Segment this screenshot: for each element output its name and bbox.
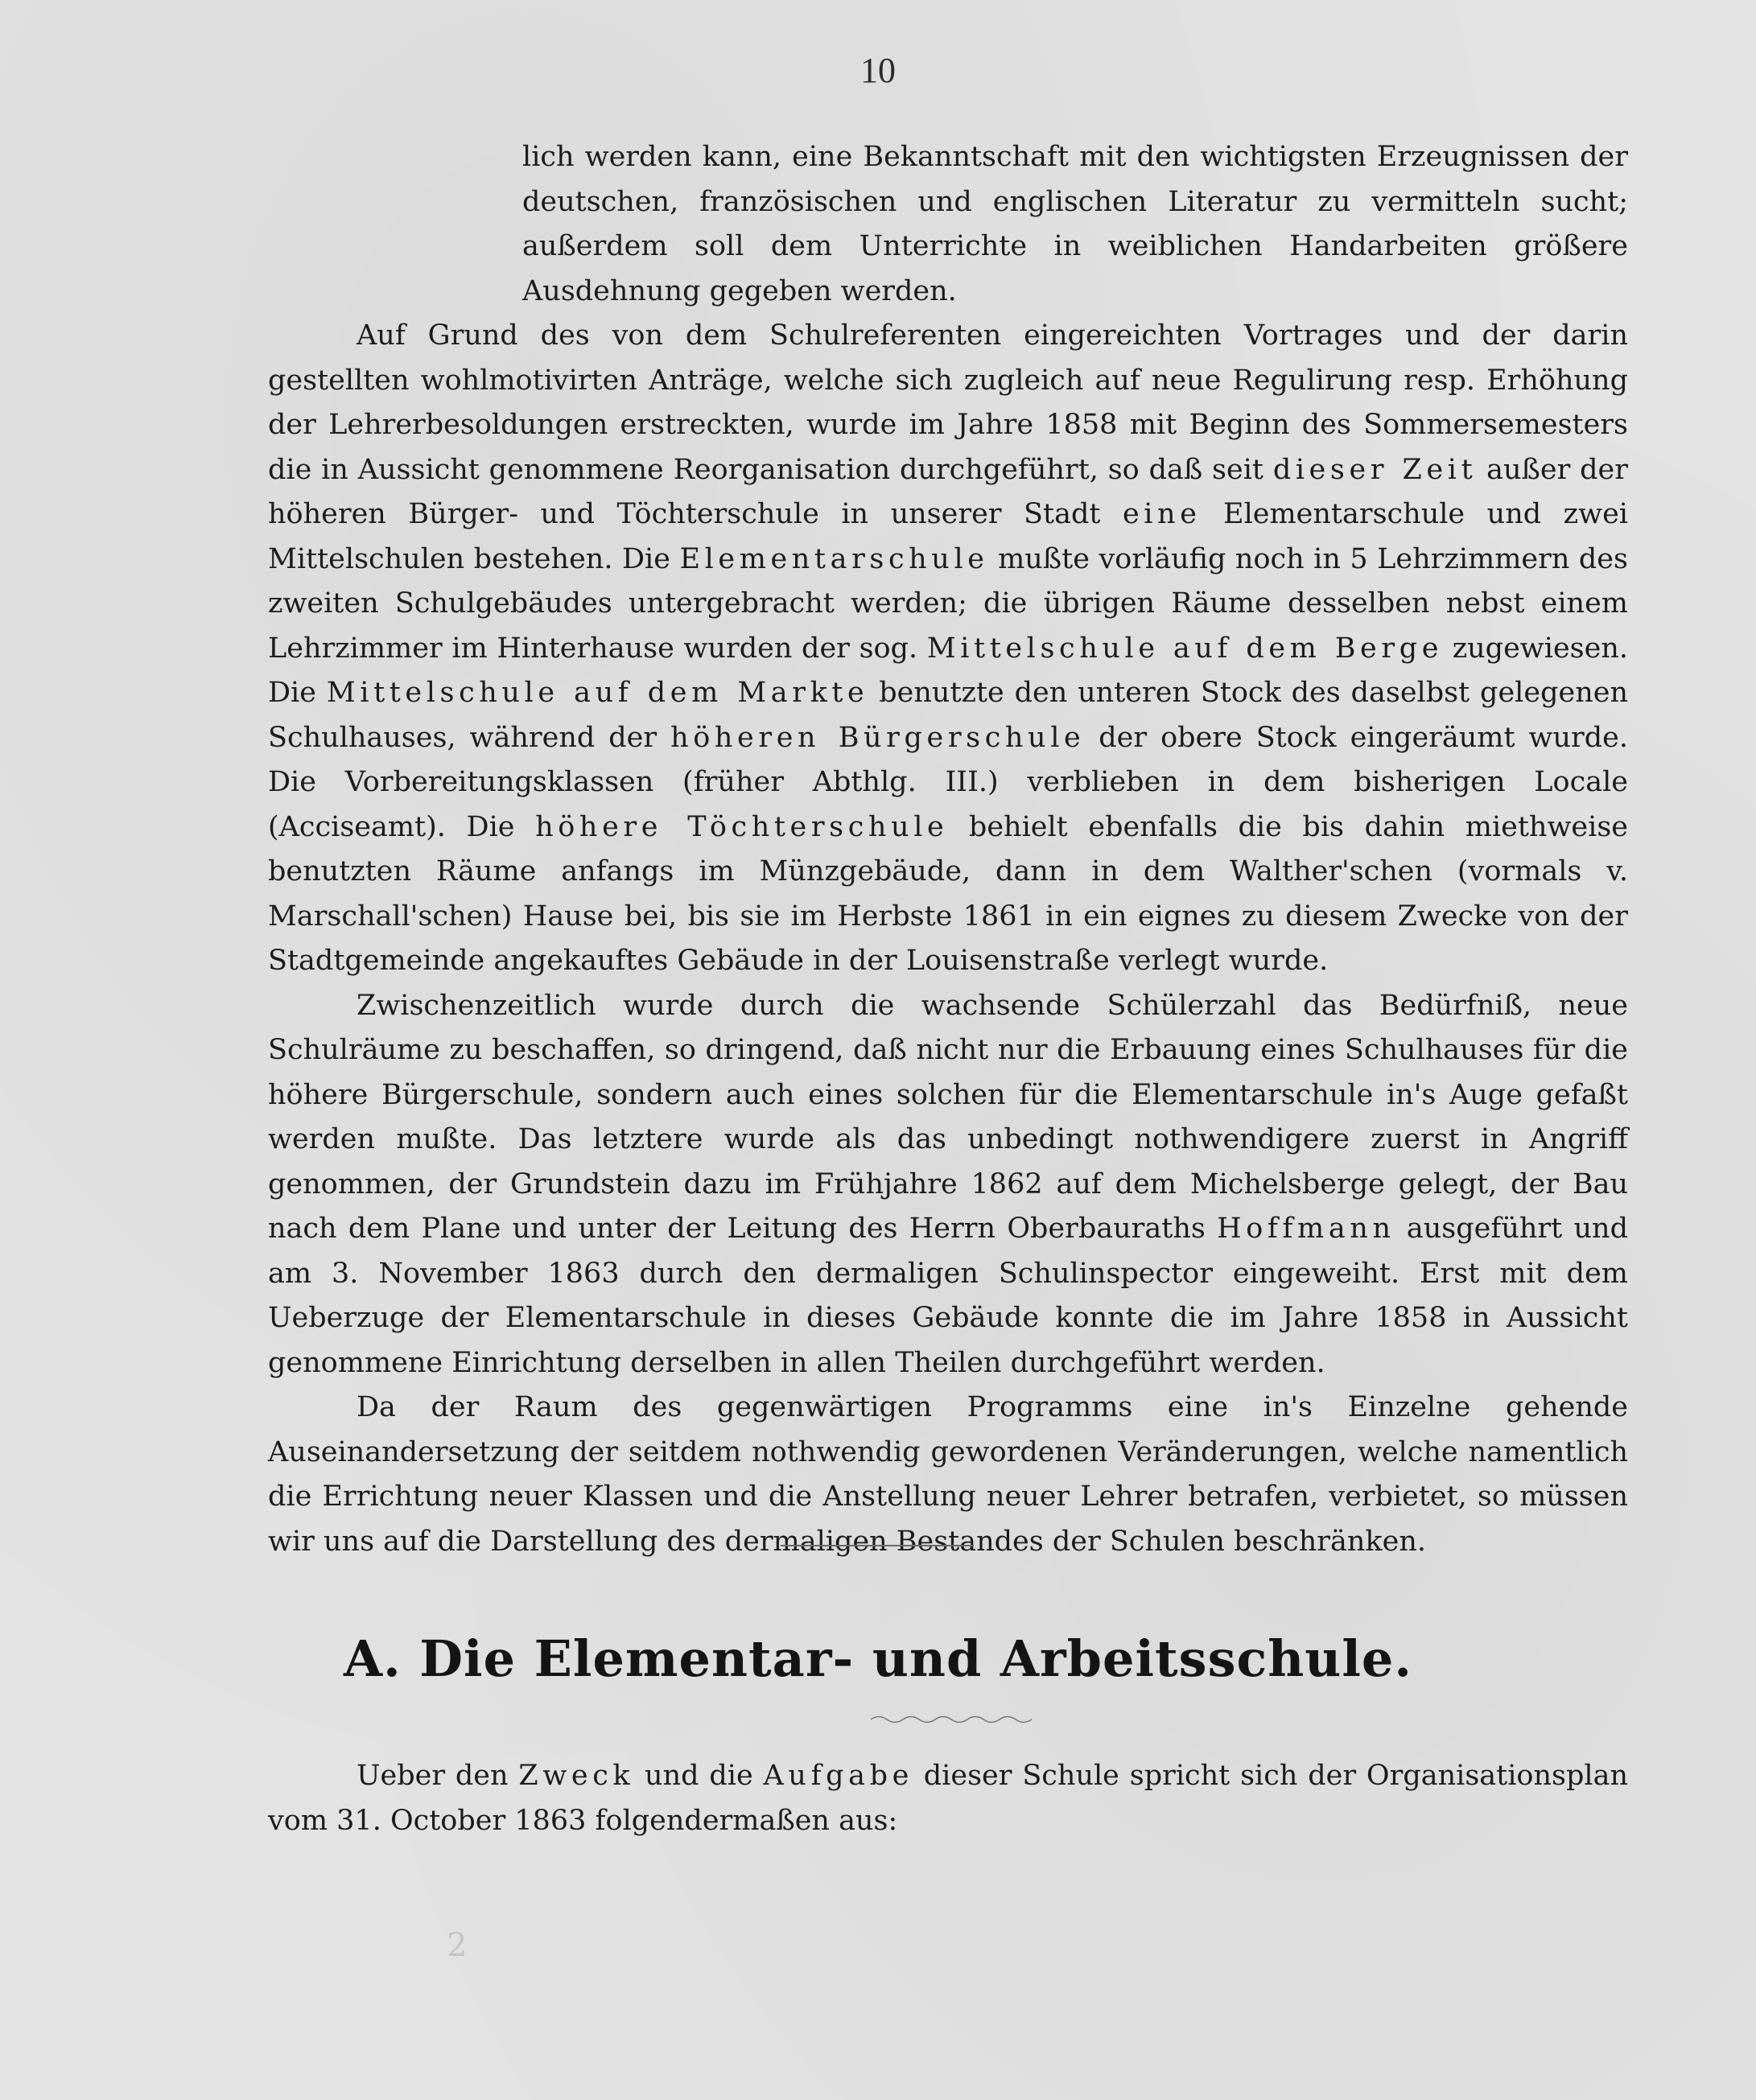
paragraph-intro [268,1754,1628,1843]
text-run: benutzte den unteren Stock des daselbst gelegenen Schulhauses, während der [268,677,1628,754]
body-text [268,135,1628,1564]
text-run: Elementarschule und zwei Mittelschulen bestehen. Die [268,498,1628,575]
emphasis-run: Mittelschule auf dem Markte [326,677,869,709]
heading-flourish [871,1714,1032,1725]
emphasis-run: Mittelschule auf dem Berge [926,632,1444,665]
intro-text [268,1754,1628,1843]
emphasis-run: Hoffmann [1217,1213,1395,1245]
pencil-mark: 2 [447,1927,468,1964]
paragraph-limitation: Da der Raum des gegenwärtigen Programms eine in's Einzelne gehende Auseinandersetzung der seitdem nothwendig gewordenen Veränderungen, welche namentlich die Errichtung neuer Klassen und die Anstellung neuer Lehrer betrafen, verbietet, so müssen wir uns auf die Darstellung des dermaligen Bestandes der Schulen beschränken. [268,1391,1628,1558]
text-run: ausgeführt und am 3. November 1863 durch den dermaligen Schulinspector eingeweiht. Erst mit dem Ueberzuge der Elementarschule in dieses Gebäude konnte die im Jahre 1858 in Aussicht genommene Einrichtung derselben in allen Theilen durchgeführt werden. [268,1213,1628,1379]
text-run: behielt ebenfalls die bis dahin miethweise benutzten Räume anfangs im Münzgebäude, dann in dem Walther'schen (vormals v. Marschall'schen) Hause bei, bis sie im Herbste 1861 in ein eignes zu diesem Zwecke von der Stadtgemeinde angekauftes Gebäude in der Louisenstraße verlegt wurde. [268,810,1629,977]
section-divider [781,1545,974,1546]
emphasis-run: höheren Bürgerschule [670,721,1086,754]
text-run: außer der höheren Bürger- und Töchterschule in unserer Stadt [268,453,1628,530]
text-run: dieser Schule spricht sich der Organisationsplan vom 31. October 1863 folgendermaßen aus: [268,1760,1628,1837]
emphasis-run: höhere Töchterschule [535,810,949,843]
paragraph-reorganisation [268,314,1628,984]
text-run: Ueber den [357,1760,519,1792]
paragraph-continuation: lich werden kann, eine Bekanntschaft mit den wichtigsten Erzeugnissen der deutschen, französischen und englischen Literatur zu vermitteln sucht; außerdem soll dem Unterrichte in weiblichen Handarbeiten größere Ausdehnung gegeben werden. [522,141,1628,307]
text-run: der obere Stock eingeräumt wurde. Die Vorbereitungsklassen (früher Abthlg. III.) verblieben in dem bisherigen Locale (Acciseamt). Die [268,721,1628,843]
text-run: und die [634,1760,764,1792]
emphasis-run: eine [1122,498,1202,530]
emphasis-run: dieser Zeit [1272,453,1478,486]
emphasis-run: Zweck [518,1760,635,1792]
text-run: Auf Grund des von dem Schulreferenten eingereichten Vortrages und der darin gestellten wohlmotivirten Anträge, welche sich zugleich auf neue Regulirung resp. Erhöhung der Lehrerbesoldungen erstreckten, wurde im Jahre 1858 mit Beginn des Sommersemesters die in Aussicht genommene Reorganisation durchgeführt, so daß seit [268,319,1628,486]
section-heading: A. Die Elementar- und Arbeitsschule. [344,1629,1412,1688]
emphasis-run: Aufgabe [763,1760,913,1792]
text-run: zugewiesen. Die [268,632,1628,709]
text-run: mußte vorläufig noch in 5 Lehrzimmern des zweiten Schulgebäudes untergebracht werden; die übrigen Räume desselben nebst einem Lehrzimmer im Hinterhause wurden der sog. [268,542,1628,665]
text-run: Zwischenzeitlich wurde durch die wachsende Schülerzahl das Bedürfniß, neue Schulräume zu beschaffen, so dringend, daß nicht nur die Erbauung eines Schulhauses für die höhere Bürgerschule, sondern auch eines solchen für die Elementarschule in's Auge gefaßt werden mußte. Das letztere wurde als das unbedingt nothwendigere zuerst in Angriff genommen, der Grundstein dazu im Frühjahre 1862 auf dem Michelsberge gelegt, der Bau nach dem Plane und unter der Leitung des Herrn Oberbauraths [268,989,1628,1245]
paragraph-new-buildings [268,984,1628,1386]
emphasis-run: Elementarschule [679,542,989,575]
page-number: 10 [860,51,896,90]
